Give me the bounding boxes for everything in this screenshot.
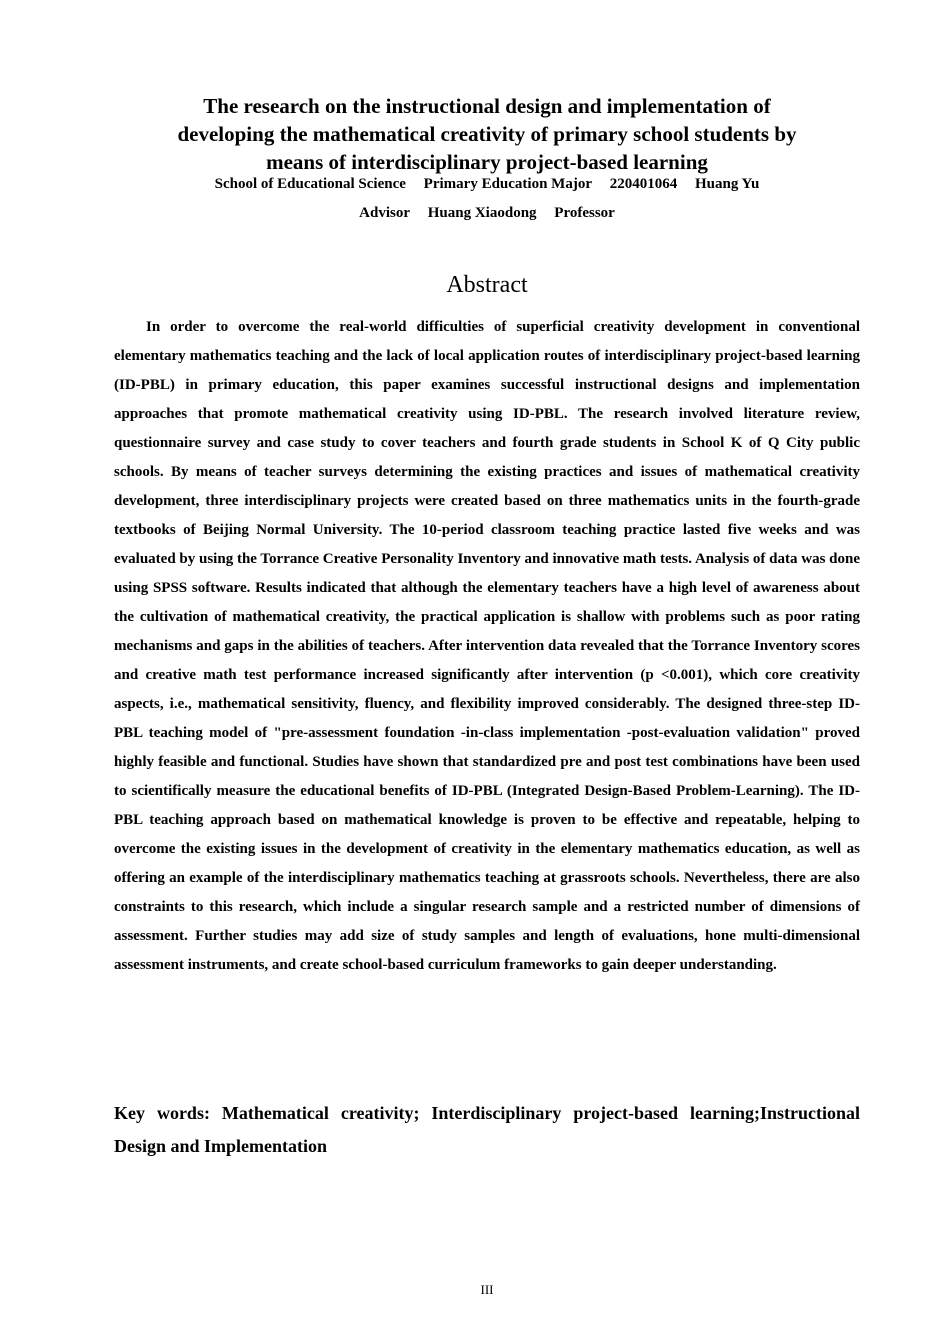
- title-line-2: developing the mathematical creativity of primary school students by: [177, 122, 797, 146]
- advisor-info-line: [100, 203, 874, 223]
- advisor-label: Advisor: [359, 205, 410, 221]
- author-name: Huang Yu: [694, 176, 760, 192]
- advisor-rank: Professor: [554, 205, 615, 221]
- author-info-line: [100, 174, 874, 194]
- advisor-name: Huang Xiaodong: [427, 205, 537, 221]
- title-line-3: means of interdisciplinary project-based learning: [266, 150, 708, 174]
- abstract-heading: Abstract: [446, 272, 528, 298]
- author-major: Primary Education Major: [423, 176, 592, 192]
- title-line-1: The research on the instructional design and implementation of: [203, 94, 771, 118]
- paper-title: [100, 92, 874, 176]
- author-school: School of Educational Science: [214, 176, 406, 192]
- author-student-id: 220401064: [609, 176, 678, 192]
- abstract-body: In order to overcome the real-world difficulties of superficial creativity development in conventional elementary mathematics teaching and the lack of local application routes of interdisciplinary project-based learning (ID-PBL) in primary education, this paper examines successful instructional designs and implementation approaches that promote mathematical creativity using ID-PBL. The research involved literature review, questionnaire survey and case study to cover teachers and fourth grade students in School K of Q City public schools. By means of teacher surveys determining the existing practices and issues of mathematical creativity development, three interdisciplinary projects were created based on three mathematics units in the fourth-grade textbooks of Beijing Normal University. The 10-period classroom teaching practice lasted five weeks and was evaluated by using the Torrance Creative Personality Inventory and innovative math tests. Analysis of data was done using SPSS software. Results indicated that although the elementary teachers have a high level of awareness about the cultivation of mathematical creativity, the practical application is shallow with problems such as poor rating mechanisms and gaps in the abilities of teachers. After intervention data revealed that the Torrance Inventory scores and creative math test performance increased significantly after intervention (p <0.001), which core creativity aspects, i.e., mathematical sensitivity, fluency, and flexibility improved considerably. The designed three-step ID-PBL teaching model of "pre-assessment foundation -in-class implementation -post-evaluation validation" proved highly feasible and functional. Studies have shown that standardized pre and post test combinations have been used to scientifically measure the educational benefits of ID-PBL (Integrated Design-Based Problem-Learning). The ID-PBL teaching approach based on mathematical knowledge is proven to be effective and repeatable, helping to overcome the existing issues in the development of creativity in the elementary mathematics education, as well as offering an example of the interdisciplinary mathematics teaching at grassroots schools. Nevertheless, there are also constraints to this research, which include a singular research sample and a restricted number of dimensions of assessment. Further studies may add size of study samples and length of evaluations, hone multi-dimensional assessment instruments, and create school-based curriculum frameworks to gain deeper understanding.: [114, 319, 861, 973]
- page-number: III: [480, 1282, 494, 1297]
- keywords: Key words: Mathematical creativity; Interdisciplinary project-based learning;Instructional Design and Implementation: [114, 1103, 860, 1156]
